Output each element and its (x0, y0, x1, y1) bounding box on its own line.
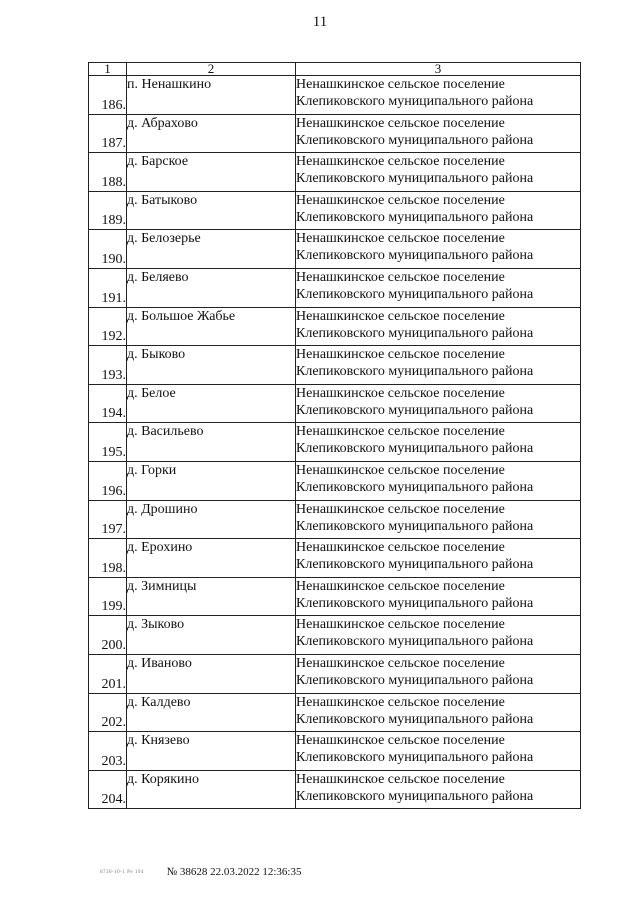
district-line-municipality: Клепиковского муниципального района (296, 132, 534, 148)
district-line-municipality: Клепиковского муниципального района (296, 209, 534, 225)
district-cell (296, 461, 581, 500)
page-number: 11 (312, 14, 328, 30)
table-row (89, 76, 581, 115)
row-number: 186. (89, 76, 127, 115)
district-cell (296, 307, 581, 346)
row-number: 201. (89, 654, 127, 693)
settlement-name: п. Ненашкино (127, 76, 296, 115)
settlement-name: д. Зыково (127, 616, 296, 655)
table-row (89, 770, 581, 809)
settlements-table (88, 62, 581, 809)
row-number: 204. (89, 770, 127, 809)
settlement-name: д. Дрошино (127, 500, 296, 539)
district-line-settlement: Ненашкинское сельское поселение (296, 617, 505, 633)
settlement-name: д. Быково (127, 346, 296, 385)
table-body (89, 76, 581, 809)
district-cell (296, 153, 581, 192)
row-number: 199. (89, 577, 127, 616)
column-header-name: 2 (127, 63, 296, 76)
district-line-settlement: Ненашкинское сельское поселение (296, 733, 505, 749)
district-line-settlement: Ненашкинское сельское поселение (296, 501, 505, 517)
row-number: 189. (89, 191, 127, 230)
row-number: 192. (89, 307, 127, 346)
settlement-name: д. Калдево (127, 693, 296, 732)
district-line-municipality: Клепиковского муниципального района (296, 634, 534, 650)
district-line-settlement: Ненашкинское сельское поселение (296, 77, 505, 92)
row-number: 188. (89, 153, 127, 192)
district-line-settlement: Ненашкинское сельское поселение (296, 385, 505, 401)
district-line-municipality: Клепиковского муниципального района (296, 750, 534, 766)
settlement-name: д. Абрахово (127, 114, 296, 153)
table-row (89, 732, 581, 771)
settlement-name: д. Корякино (127, 770, 296, 809)
district-cell (296, 384, 581, 423)
settlement-name: д. Иваново (127, 654, 296, 693)
row-number: 193. (89, 346, 127, 385)
table-row (89, 153, 581, 192)
settlement-name: д. Горки (127, 461, 296, 500)
district-line-settlement: Ненашкинское сельское поселение (296, 154, 505, 170)
district-cell (296, 654, 581, 693)
settlement-name: д. Ерохино (127, 539, 296, 578)
column-header-district: 3 (296, 63, 581, 76)
row-number: 198. (89, 539, 127, 578)
district-line-municipality: Клепиковского муниципального района (296, 286, 534, 302)
table-row (89, 268, 581, 307)
table-row (89, 230, 581, 269)
row-number: 196. (89, 461, 127, 500)
district-line-settlement: Ненашкинское сельское поселение (296, 269, 505, 285)
row-number: 200. (89, 616, 127, 655)
district-line-municipality: Клепиковского муниципального района (296, 711, 534, 727)
settlement-name: д. Васильево (127, 423, 296, 462)
district-line-settlement: Ненашкинское сельское поселение (296, 655, 505, 671)
district-line-settlement: Ненашкинское сельское поселение (296, 694, 505, 710)
settlement-name: д. Батыково (127, 191, 296, 230)
district-cell (296, 114, 581, 153)
table-row (89, 577, 581, 616)
district-cell (296, 770, 581, 809)
row-number: 197. (89, 500, 127, 539)
district-line-municipality: Клепиковского муниципального района (296, 595, 534, 611)
district-cell (296, 732, 581, 771)
table-row (89, 616, 581, 655)
row-number: 191. (89, 268, 127, 307)
settlement-name: д. Белое (127, 384, 296, 423)
row-number: 202. (89, 693, 127, 732)
row-number: 187. (89, 114, 127, 153)
district-line-settlement: Ненашкинское сельское поселение (296, 231, 505, 247)
district-line-municipality: Клепиковского муниципального района (296, 364, 534, 380)
table-row (89, 384, 581, 423)
district-cell (296, 423, 581, 462)
document-footer (100, 866, 400, 878)
district-line-settlement: Ненашкинское сельское поселение (296, 347, 505, 363)
district-line-municipality: Клепиковского муниципального района (296, 402, 534, 418)
district-line-settlement: Ненашкинское сельское поселение (296, 192, 505, 208)
row-number: 203. (89, 732, 127, 771)
table-row (89, 500, 581, 539)
district-line-municipality: Клепиковского муниципального района (296, 557, 534, 573)
district-cell (296, 577, 581, 616)
district-line-settlement: Ненашкинское сельское поселение (296, 424, 505, 440)
table-row (89, 346, 581, 385)
district-cell (296, 76, 581, 115)
district-line-municipality: Клепиковского муниципального района (296, 518, 534, 534)
table-row (89, 461, 581, 500)
district-line-municipality: Клепиковского муниципального района (296, 248, 534, 264)
district-line-settlement: Ненашкинское сельское поселение (296, 115, 505, 131)
district-line-municipality: Клепиковского муниципального района (296, 94, 534, 109)
district-cell (296, 616, 581, 655)
settlement-name: д. Беляево (127, 268, 296, 307)
column-header-number: 1 (89, 63, 127, 76)
table-row (89, 191, 581, 230)
settlement-name: д. Белозерье (127, 230, 296, 269)
table-row (89, 114, 581, 153)
district-cell (296, 268, 581, 307)
district-cell (296, 693, 581, 732)
district-cell (296, 346, 581, 385)
district-line-settlement: Ненашкинское сельское поселение (296, 540, 505, 556)
table-row (89, 654, 581, 693)
district-line-settlement: Ненашкинское сельское поселение (296, 771, 505, 787)
district-cell (296, 539, 581, 578)
settlement-name: д. Большое Жабье (127, 307, 296, 346)
registration-stamp: № 38628 22.03.2022 12:36:35 (166, 866, 302, 878)
district-line-settlement: Ненашкинское сельское поселение (296, 308, 505, 324)
row-number: 194. (89, 384, 127, 423)
district-line-municipality: Клепиковского муниципального района (296, 325, 534, 341)
table-header-row (89, 63, 581, 76)
table-row (89, 423, 581, 462)
row-number: 190. (89, 230, 127, 269)
district-cell (296, 500, 581, 539)
district-line-municipality: Клепиковского муниципального района (296, 672, 534, 688)
table-row (89, 307, 581, 346)
settlement-name: д. Барское (127, 153, 296, 192)
settlement-name: д. Князево (127, 732, 296, 771)
district-line-municipality: Клепиковского муниципального района (296, 441, 534, 457)
table-row (89, 693, 581, 732)
district-cell (296, 230, 581, 269)
district-line-municipality: Клепиковского муниципального района (296, 479, 534, 495)
stamp-code: 0730-10-1 Pe 194 (100, 869, 144, 875)
table-row (89, 539, 581, 578)
district-line-settlement: Ненашкинское сельское поселение (296, 462, 505, 478)
district-line-settlement: Ненашкинское сельское поселение (296, 578, 505, 594)
district-line-municipality: Клепиковского муниципального района (296, 788, 534, 804)
district-line-municipality: Клепиковского муниципального района (296, 171, 534, 187)
district-cell (296, 191, 581, 230)
row-number: 195. (89, 423, 127, 462)
settlement-name: д. Зимницы (127, 577, 296, 616)
